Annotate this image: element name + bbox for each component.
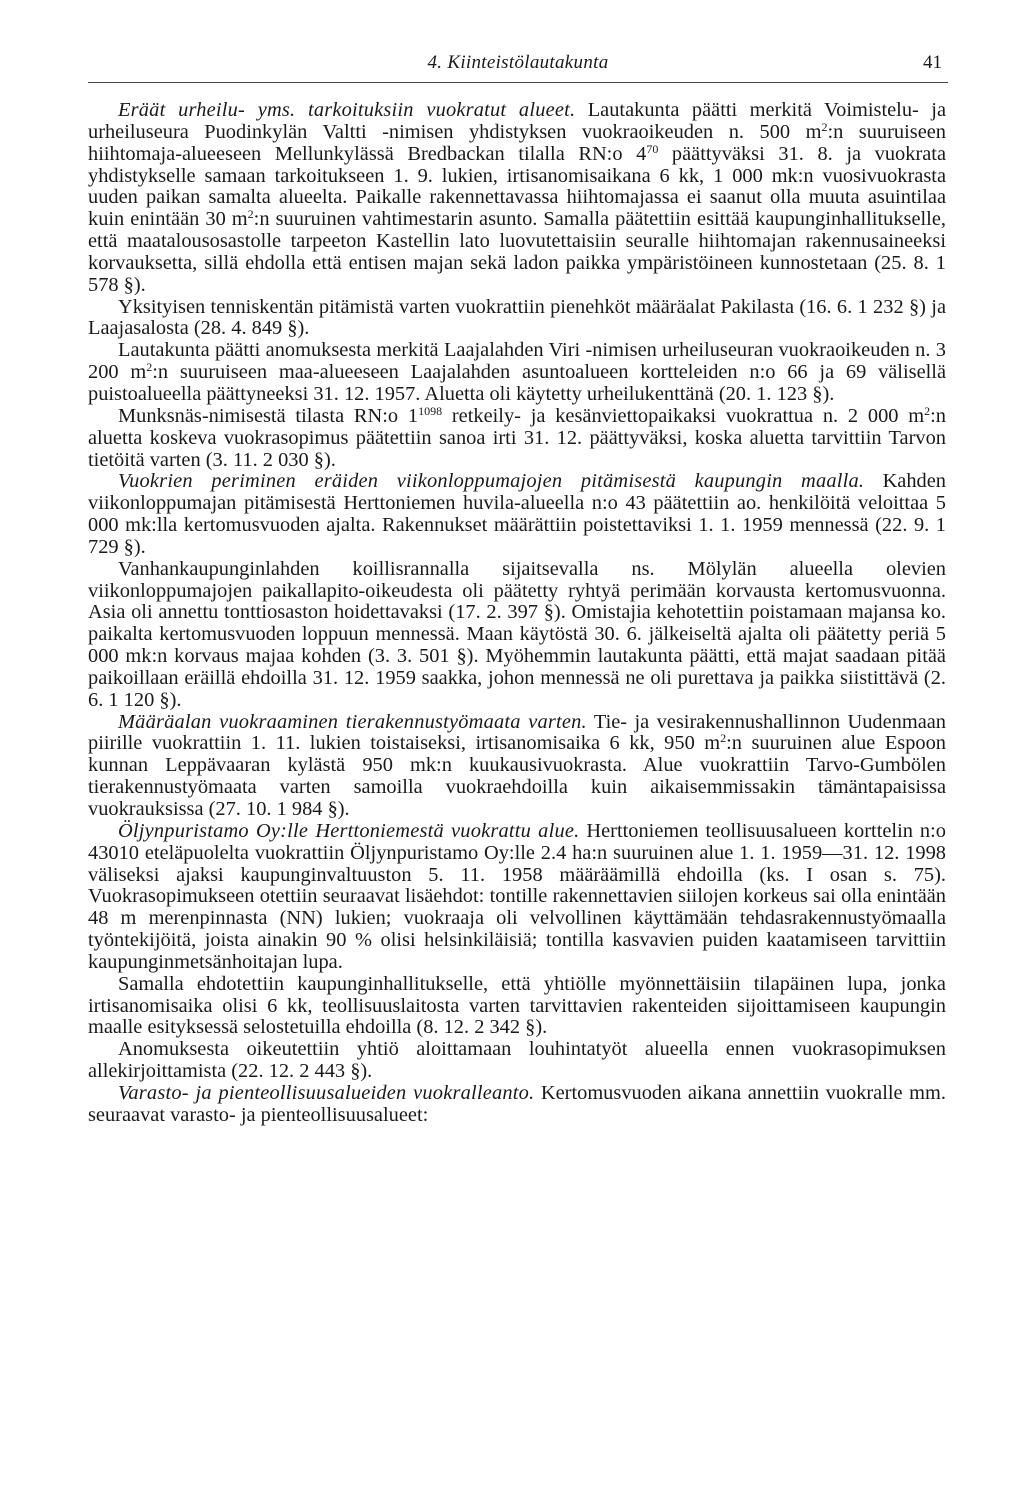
paragraph-lead: Vuokrien periminen eräiden viikonloppumajojen pitämisestä kaupungin maalla. bbox=[118, 470, 865, 493]
paragraph-lead: Öljynpuristamo Oy:lle Herttoniemestä vuokrattu alue. bbox=[118, 819, 580, 842]
paragraph-road-site bbox=[88, 712, 946, 821]
paragraph-text: päättyväksi 31. 8. ja vuokrata yhdistykselle samaan tarkoitukseen 1. 9. lukien, irtisanomisaikana 6 kk, 1 000 mk:n vuosivuokrasta uuden paikan samalta alueelta. Paikalle rakennettavassa hiihtomajassa ei saanut olla muuta asuintilaa kuin enintään 30 m bbox=[88, 142, 946, 231]
paragraph-text: :n suuruiseen maa-alueeseen Laajalahden asuntoalueen kortteleiden n:o 66 ja 69 välisellä puistoalueella päättyneeksi 31. 12. 1957. Aluetta oli käytetty urheilukenttänä (20. 1. 123 §). bbox=[88, 361, 947, 405]
paragraph-quarrying bbox=[88, 1039, 946, 1083]
superscript: 2 bbox=[247, 207, 254, 222]
paragraph-lead: Eräät urheilu- yms. tarkoituksiin vuokratut alueet. bbox=[118, 99, 576, 121]
superscript: 2 bbox=[720, 731, 727, 746]
paragraph-text: :n suuruinen alue Espoon kunnan Leppävaaran kylästä 950 mk:n kuukausivuokrasta. Alue vuokrattiin Tarvo-Gumbölen tierakennustyömaata varten samoilla vuokraehdoilla kuin aikaisemmissakin tämäntapaisissa vuokrauksissa (27. 10. 1 984 §). bbox=[88, 732, 946, 820]
paragraph-temporary-permit bbox=[88, 974, 946, 1040]
paragraph-molyla bbox=[88, 559, 946, 712]
paragraph-text: Vanhankaupunginlahden koillisrannalla sijaitsevalla ns. Mölylän alueella olevien viikonloppumajojen paikallapito-oikeudesta oli päätetty ryhtyä perimään korvausta kertomusvuonna. Asia oli annettu tonttiosaston hoidettavaksi (17. 2. 397 §). Omistajia kehotettiin poistamaan majansa ko. paikalta kertomusvuoden loppuun mennessä. Maan käytöstä 30. 6. jälkeiseltä ajalta oli päätetty periä 5 000 mk:n korvaus majaa kohden (3. 3. 501 §). Myöhemmin lautakunta päätti, että majat saadaan pitää paikoillaan eräillä ehdoilla 31. 12. 1959 saakka, johon mennessä ne oli purettava ja paikka siistittävä (2. 6. 1 120 §). bbox=[88, 557, 946, 711]
paragraph-oil-mill bbox=[88, 821, 946, 974]
paragraph-weekend-cottages bbox=[88, 471, 946, 558]
paragraph-text: :n aluetta koskeva vuokrasopimus päätettiin sanoa irti 31. 12. päättyväksi, koska aluetta tarvittiin Tarvon tietöitä varten (3. 11. 2 030 §). bbox=[88, 404, 946, 471]
paragraph-text: Munksnäs-nimisestä tilasta RN:o 1 bbox=[118, 404, 419, 427]
paragraph-text: Anomuksesta oikeutettiin yhtiö aloittamaan louhintatyöt alueella ennen vuokrasopimuksen allekirjoittamista (22. 12. 2 443 §). bbox=[88, 1038, 946, 1083]
paragraph-text: Tie- ja vesirakennushallinnon Uudenmaan piirille vuokrattiin 1. 11. lukien toistaiseksi, irtisanomisaika 6 kk, 950 m bbox=[88, 710, 946, 755]
paragraph-text: Lautakunta päätti merkitä Voimistelu- ja urheiluseura Puodinkylän Valtti -nimisen yhdistyksen vuokraoikeuden n. 500 m bbox=[88, 99, 946, 143]
paragraph-viri bbox=[88, 340, 946, 406]
superscript: 2 bbox=[924, 403, 931, 418]
paragraph-text: :n suuruinen vahtimestarin asunto. Samalla päätettiin esittää kaupunginhallitukselle, että maatalousosastolle tarpeeton Kastellin lato luovutettaisiin seuralle hiihtomajan rakennusaineeksi korvauksetta, sillä ehdolla että entisen majan sekä ladon paikka ympäristöineen kunnostetaan (25. 8. 1 578 §). bbox=[88, 208, 946, 296]
paragraph-text: :n suuruiseen hiihtomaja-alueeseen Mellunkylässä Bredbackan tilalla RN:o 4 bbox=[88, 120, 946, 165]
paragraph-text: Yksityisen tenniskentän pitämistä varten vuokrattiin pienehköt määräalat Pakilasta (16. 6. 1 232 §) ja Laajasalosta (28. 4. 849 §). bbox=[88, 295, 946, 340]
page-header bbox=[88, 52, 948, 83]
superscript: 70 bbox=[646, 141, 659, 156]
paragraph-text: Kertomusvuoden aikana annettiin vuokralle mm. seuraavat varasto- ja pienteollisuusalueet: bbox=[88, 1081, 946, 1126]
paragraph-text: retkeily- ja kesänviettopaikaksi vuokrattua n. 2 000 m bbox=[442, 404, 925, 427]
paragraph-text: Kahden viikonloppumajan pitämisestä Herttoniemen huvila-alueella n:o 43 päätettiin ao. henkilöitä veloittaa 5 000 mk:lla kertomusvuoden ajalta. Rakennukset määrättiin poistettaviksi 1. 1. 1959 mennessä (22. 9. 1 729 §). bbox=[88, 470, 946, 558]
body-text bbox=[88, 100, 946, 1127]
paragraph-text: Lautakunta päätti anomuksesta merkitä Laajalahden Viri -nimisen urheiluseuran vuokraoikeuden n. 3 200 m bbox=[88, 339, 946, 384]
running-title: 4. Kiinteistölautakunta bbox=[427, 52, 609, 73]
page-number: 41 bbox=[923, 52, 942, 73]
paragraph-lead: Varasto- ja pienteollisuusalueiden vuokralleanto. bbox=[118, 1081, 535, 1104]
superscript: 2 bbox=[821, 119, 828, 134]
superscript: 2 bbox=[146, 360, 153, 375]
paragraph-storage-areas bbox=[88, 1083, 946, 1127]
paragraph-lead: Määräalan vuokraaminen tierakennustyömaata varten. bbox=[118, 710, 587, 733]
paragraph-text: Herttoniemen teollisuusalueen korttelin n:o 43010 eteläpuolelta vuokrattiin Öljynpuristamo Oy:lle 2.4 ha:n suuruinen alue 1. 1. 1959—31. 12. 1998 väliseksi ajaksi kaupunginvaltuuston 5. 11. 1958 määräämillä ehdoilla (ks. I osan s. 75). Vuokrasopimukseen otettiin seuraavat lisäehdot: tontille rakennettavien siilojen korkeus sai olla enintään 48 m merenpinnasta (NN) lukien; vuokraaja oli velvollinen käyttämään tehdasrakennustyömaalla työntekijöitä, joista ainakin 90 % olisi helsinkiläisiä; tontilla kasvavien puiden kaatamiseen tarvittiin kaupunginmetsänhoitajan lupa. bbox=[88, 819, 946, 973]
paragraph-munksnas bbox=[88, 403, 946, 472]
superscript: 1098 bbox=[418, 403, 443, 418]
paragraph-tennis bbox=[88, 297, 946, 341]
paragraph-text: Samalla ehdotettiin kaupunginhallitukselle, että yhtiölle myönnettäisiin tilapäinen lupa, jonka irtisanomisaika olisi 6 kk, teollisuuslaitosta varten tarvittavien rakenteiden sijoittamiseen kaupungin maalle esityksessä selostetuilla ehdoilla (8. 12. 2 342 §). bbox=[88, 972, 946, 1039]
paragraph-sports-areas bbox=[88, 100, 946, 297]
